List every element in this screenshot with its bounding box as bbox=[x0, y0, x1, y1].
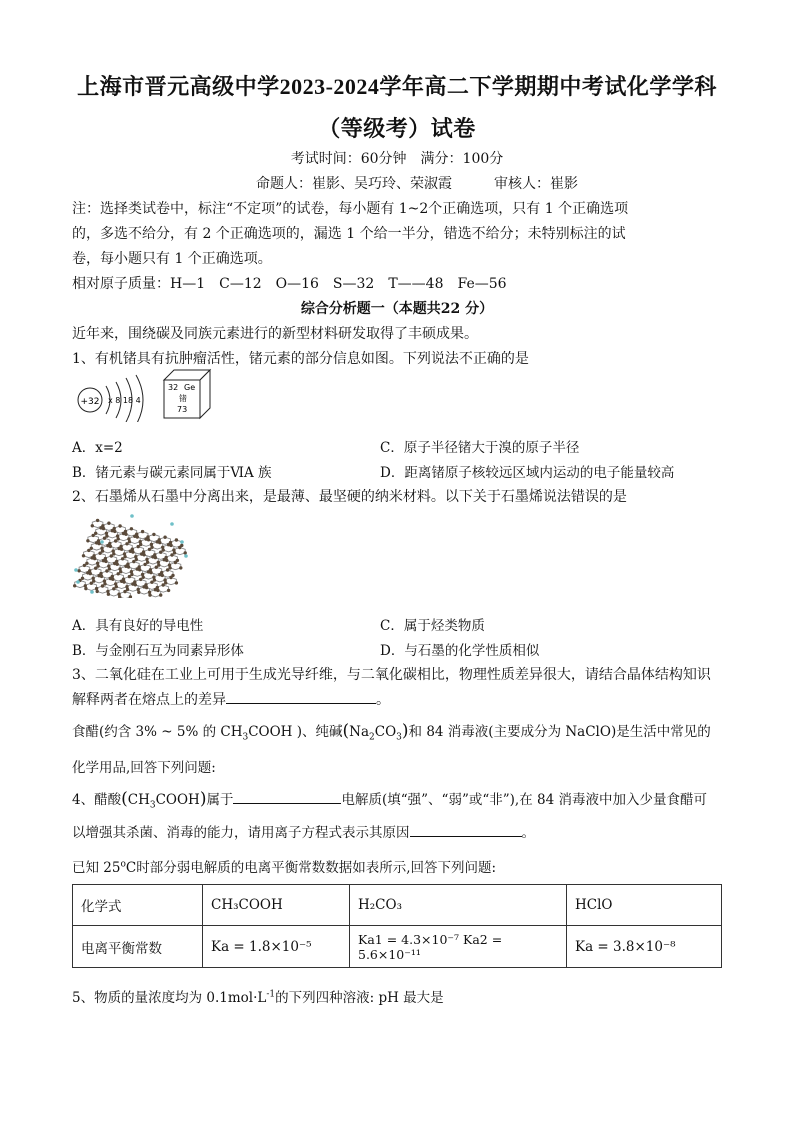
graphene-atom bbox=[118, 524, 121, 527]
graphene-atom bbox=[156, 589, 159, 592]
graphene-atom bbox=[116, 563, 119, 566]
graphene-atom bbox=[93, 557, 96, 560]
paper-title-line1: 上海市晋元高级中学2023-2024学年高二下学期期中考试化学学科 bbox=[77, 74, 717, 99]
context-line-2: 化学用品,回答下列问题: bbox=[72, 760, 216, 776]
section-heading: 综合分析题一（本题共22 分） bbox=[300, 301, 494, 317]
graphene-atom bbox=[123, 555, 126, 558]
graphene-atom bbox=[164, 556, 167, 559]
section-intro: 近年来，围绕碳及同族元素进行的新型材料研发取得了丰硕成果。 bbox=[72, 326, 478, 342]
graphene-atom bbox=[84, 587, 87, 590]
q2-option-a: A．具有良好的导电性 bbox=[72, 618, 204, 634]
graphene-atom bbox=[77, 569, 80, 572]
table-row-constants bbox=[73, 926, 722, 968]
paper-title-line2: （等级考）试卷 bbox=[318, 116, 476, 141]
graphene-atom bbox=[127, 565, 130, 568]
shell-numbers: x 8 18 4 bbox=[108, 396, 141, 405]
q1-option-c: C．原子半径锗大于溴的原子半径 bbox=[380, 440, 580, 456]
table-ka-h2co3: Ka1 = 4.3×10⁻⁷ Ka2 = 5.6×10⁻¹¹ bbox=[350, 926, 567, 968]
graphene-atom bbox=[163, 578, 166, 581]
germanium-element-card bbox=[162, 368, 212, 420]
graphene-atom bbox=[119, 570, 122, 573]
graphene-atom bbox=[168, 566, 171, 569]
q4-line-2: 以增强其杀菌、消毒的能力，请用离子方程式表示其原因 。 bbox=[72, 821, 535, 841]
graphene-atom bbox=[124, 533, 127, 536]
graphene-atom bbox=[158, 541, 161, 544]
graphene-atom bbox=[184, 551, 187, 554]
graphene-edge-atom bbox=[130, 514, 134, 518]
graphene-atom bbox=[89, 572, 92, 575]
graphene-atom bbox=[169, 541, 172, 544]
graphene-atom bbox=[90, 547, 93, 550]
graphene-atom bbox=[107, 522, 110, 525]
graphene-atom bbox=[81, 577, 84, 580]
atom-structure-diagram bbox=[74, 370, 174, 422]
graphene-atom bbox=[149, 571, 152, 574]
graphene-atom bbox=[104, 557, 107, 560]
graphene-atom bbox=[113, 527, 116, 530]
q2-stem: 2、石墨烯从石墨中分离出来，是最薄、最坚硬的纳米材料。以下关于石墨烯说法错误的是 bbox=[72, 489, 627, 505]
graphene-atom bbox=[103, 582, 106, 585]
table-header-h2co3: H₂CO₃ bbox=[350, 885, 567, 926]
graphene-atom bbox=[156, 586, 159, 589]
graphene-atom bbox=[91, 524, 94, 527]
element-symbol: Ge bbox=[184, 383, 196, 392]
note-line-2: 的，多选不给分，有 2 个正确选项的，漏选 1 个给一半分，错选不给分；未特别标注的试 bbox=[72, 226, 626, 242]
graphene-atom bbox=[149, 568, 152, 571]
graphene-atom bbox=[127, 537, 130, 540]
graphene-atom bbox=[122, 578, 125, 581]
graphene-atom bbox=[150, 546, 153, 549]
graphene-atom bbox=[101, 549, 104, 552]
q3-answer-blank[interactable] bbox=[226, 689, 376, 704]
graphene-atom bbox=[136, 535, 139, 538]
atomic-mass-line: 相对原子质量：H—1 C—12 O—16 S—32 T——48 Fe—56 bbox=[72, 276, 507, 292]
graphene-atom bbox=[159, 593, 162, 596]
graphene-atom bbox=[153, 578, 156, 581]
graphene-atom bbox=[135, 558, 138, 561]
graphene-atom bbox=[176, 559, 179, 562]
graphene-atom bbox=[86, 539, 89, 542]
q3-line-1: 3、二氧化硅在工业上可用于生成光导纤维，与二氧化碳相比，物理性质差异很大，请结合晶体结构知识 bbox=[72, 667, 711, 683]
graphene-atom bbox=[96, 519, 99, 522]
graphene-atom bbox=[101, 524, 104, 527]
graphene-atom bbox=[117, 593, 120, 596]
context-line-1: 食醋(约含 3% ~ 5% 的 $CH_3COOH$ )、纯碱$(Na_2CO_3)$和 84 消毒液(主要成分为 NaClO)是生活中常见的 bbox=[72, 721, 711, 743]
q2-option-c: C．属于烃类物质 bbox=[380, 618, 485, 634]
graphene-atom bbox=[103, 579, 106, 582]
graphene-edge-atom bbox=[170, 522, 174, 526]
graphene-atom bbox=[82, 554, 85, 557]
graphene-atom bbox=[180, 544, 183, 547]
graphene-atom bbox=[113, 530, 116, 533]
ionization-constant-table bbox=[72, 884, 722, 968]
graphene-atom bbox=[92, 579, 95, 582]
graphene-atom bbox=[173, 551, 176, 554]
graphene-atom bbox=[167, 589, 170, 592]
graphene-atom bbox=[148, 593, 151, 596]
graphene-atom bbox=[96, 564, 99, 567]
graphene-atom bbox=[118, 567, 121, 570]
q3-line-2: 解释两者在熔点上的差异 。 bbox=[72, 689, 390, 709]
q4-electrolyte-blank[interactable] bbox=[233, 789, 341, 804]
graphene-atom bbox=[171, 574, 174, 577]
graphene-edge-atom bbox=[184, 554, 188, 558]
graphene-atom bbox=[153, 553, 156, 556]
graphene-atom bbox=[163, 536, 166, 539]
q2-option-b: B．与金刚石互为同素异形体 bbox=[72, 643, 244, 659]
nucleus-label: +32 bbox=[80, 397, 100, 407]
graphene-edge-atom bbox=[180, 540, 184, 544]
graphene-atom bbox=[169, 544, 172, 547]
graphene-atom bbox=[141, 530, 144, 533]
graphene-atom bbox=[97, 539, 100, 542]
table-header-row bbox=[73, 885, 722, 926]
graphene-atom bbox=[172, 548, 175, 551]
graphene-atom bbox=[104, 560, 107, 563]
graphene-edge-atom bbox=[76, 580, 80, 584]
graphene-atom bbox=[123, 552, 126, 555]
table-ka-ch3cooh: Ka = 1.8×10⁻⁵ bbox=[203, 926, 350, 968]
table-header-formula: 化学式 bbox=[73, 885, 203, 926]
graphene-atom bbox=[120, 548, 123, 551]
graphene-atom bbox=[100, 575, 103, 578]
graphene-atom bbox=[134, 583, 137, 586]
graphene-atom bbox=[85, 562, 88, 565]
table-row-label: 电离平衡常数 bbox=[73, 926, 203, 968]
graphene-atom bbox=[135, 533, 138, 536]
graphene-atom bbox=[130, 527, 133, 530]
graphene-edge-atom bbox=[74, 568, 78, 572]
graphene-atom bbox=[130, 573, 133, 576]
graphene-atom bbox=[152, 533, 155, 536]
graphene-atom bbox=[108, 567, 111, 570]
graphene-atom bbox=[111, 578, 114, 581]
graphene-atom bbox=[92, 554, 95, 557]
element-name: 锗 bbox=[179, 394, 187, 403]
graphene-atom bbox=[95, 587, 98, 590]
graphene-atom bbox=[131, 548, 134, 551]
graphene-atom bbox=[112, 549, 115, 552]
graphene-atom bbox=[114, 582, 117, 585]
q4-line-1: 4、醋酸$(CH_3COOH)$属于 电解质(填“强”、“弱”或“非”),在 84 消毒液中加入少量食醋可 bbox=[72, 789, 707, 811]
graphene-atom bbox=[137, 591, 140, 594]
graphene-image bbox=[72, 512, 192, 598]
graphene-atom bbox=[142, 576, 145, 579]
table-ka-hclo: Ka = 3.8×10⁻⁸ bbox=[567, 926, 722, 968]
graphene-atom bbox=[108, 542, 111, 545]
q1-stem: 1、有机锗具有抗肿瘤活性，锗元素的部分信息如图。下列说法不正确的是 bbox=[72, 351, 529, 367]
table-header-hclo: HClO bbox=[567, 885, 722, 926]
q1-option-d: D．距离锗原子核较远区域内运动的电子能量较高 bbox=[380, 465, 675, 481]
graphene-atom bbox=[179, 566, 182, 569]
atomic-mass: 73 bbox=[177, 405, 188, 414]
graphene-atom bbox=[126, 588, 129, 591]
graphene-atom bbox=[175, 538, 178, 541]
graphene-atom bbox=[137, 588, 140, 591]
graphene-atom bbox=[102, 527, 105, 530]
table-intro: 已知 25$^o$C时部分弱电解质的电离平衡常数数据如表所示,回答下列问题: bbox=[72, 859, 497, 876]
table-header-ch3cooh: CH₃COOH bbox=[203, 885, 350, 926]
graphene-atom bbox=[160, 571, 163, 574]
graphene-atom bbox=[129, 595, 132, 598]
q4-equation-blank[interactable] bbox=[410, 822, 522, 837]
graphene-atom bbox=[107, 593, 110, 596]
q1-option-a: A．x=2 bbox=[72, 440, 123, 456]
graphene-atom bbox=[126, 563, 129, 566]
graphene-atom bbox=[158, 538, 161, 541]
graphene-atom bbox=[115, 585, 118, 588]
graphene-atom bbox=[99, 572, 102, 575]
graphene-atom bbox=[116, 534, 119, 537]
graphene-atom bbox=[154, 556, 157, 559]
graphene-atom bbox=[145, 586, 148, 589]
graphene-atom bbox=[157, 563, 160, 566]
graphene-atom bbox=[122, 580, 125, 583]
q1-option-b: B．锗元素与碳元素同属于ⅥA 族 bbox=[72, 465, 272, 481]
graphene-atom bbox=[117, 537, 120, 540]
graphene-edge-atom bbox=[100, 540, 104, 544]
graphene-atom bbox=[96, 590, 99, 593]
note-line-1: 注：选择类试卷中，标注“不定项”的试卷，每小题有 1~2个正确选项，只有 1 个正确选项 bbox=[72, 201, 629, 217]
graphene-edge-atom bbox=[90, 590, 94, 594]
graphene-atom bbox=[84, 584, 87, 587]
graphene-atom bbox=[105, 534, 108, 537]
graphene-atom bbox=[128, 540, 131, 543]
graphene-atom bbox=[112, 552, 115, 555]
graphene-atom bbox=[109, 545, 112, 548]
graphene-atom bbox=[107, 564, 110, 567]
exam-info: 考试时间：60分钟 满分：100分 bbox=[290, 151, 504, 167]
graphene-atom bbox=[175, 581, 178, 584]
exam-authors: 命题人：崔影、吴巧玲、荣淑霞 审核人：崔影 bbox=[256, 176, 578, 192]
graphene-atom bbox=[146, 561, 149, 564]
graphene-atom bbox=[73, 584, 76, 587]
graphene-atom bbox=[138, 568, 141, 571]
graphene-atom bbox=[147, 538, 150, 541]
graphene-atom bbox=[150, 543, 153, 546]
graphene-atom bbox=[161, 574, 164, 577]
graphene-atom bbox=[165, 559, 168, 562]
graphene-atom bbox=[141, 573, 144, 576]
graphene-atom bbox=[164, 581, 167, 584]
graphene-atom bbox=[142, 553, 145, 556]
graphene-atom bbox=[139, 543, 142, 546]
q5-stem: 5、物质的量浓度均为 $0.1mol\cdot L^{-1}$的下列四种溶液: pH 最大是 bbox=[72, 989, 444, 1006]
graphene-atom bbox=[145, 558, 148, 561]
graphene-atom bbox=[131, 550, 134, 553]
graphene-atom bbox=[88, 569, 91, 572]
graphene-atom bbox=[94, 532, 97, 535]
note-line-3: 卷，每小题只有 1 个正确选项。 bbox=[72, 251, 272, 267]
graphene-atom bbox=[168, 563, 171, 566]
q2-option-d: D．与石墨的化学性质相似 bbox=[380, 643, 540, 659]
graphene-atom bbox=[144, 583, 147, 586]
atomic-number: 32 bbox=[168, 383, 179, 392]
graphene-atom bbox=[162, 548, 165, 551]
